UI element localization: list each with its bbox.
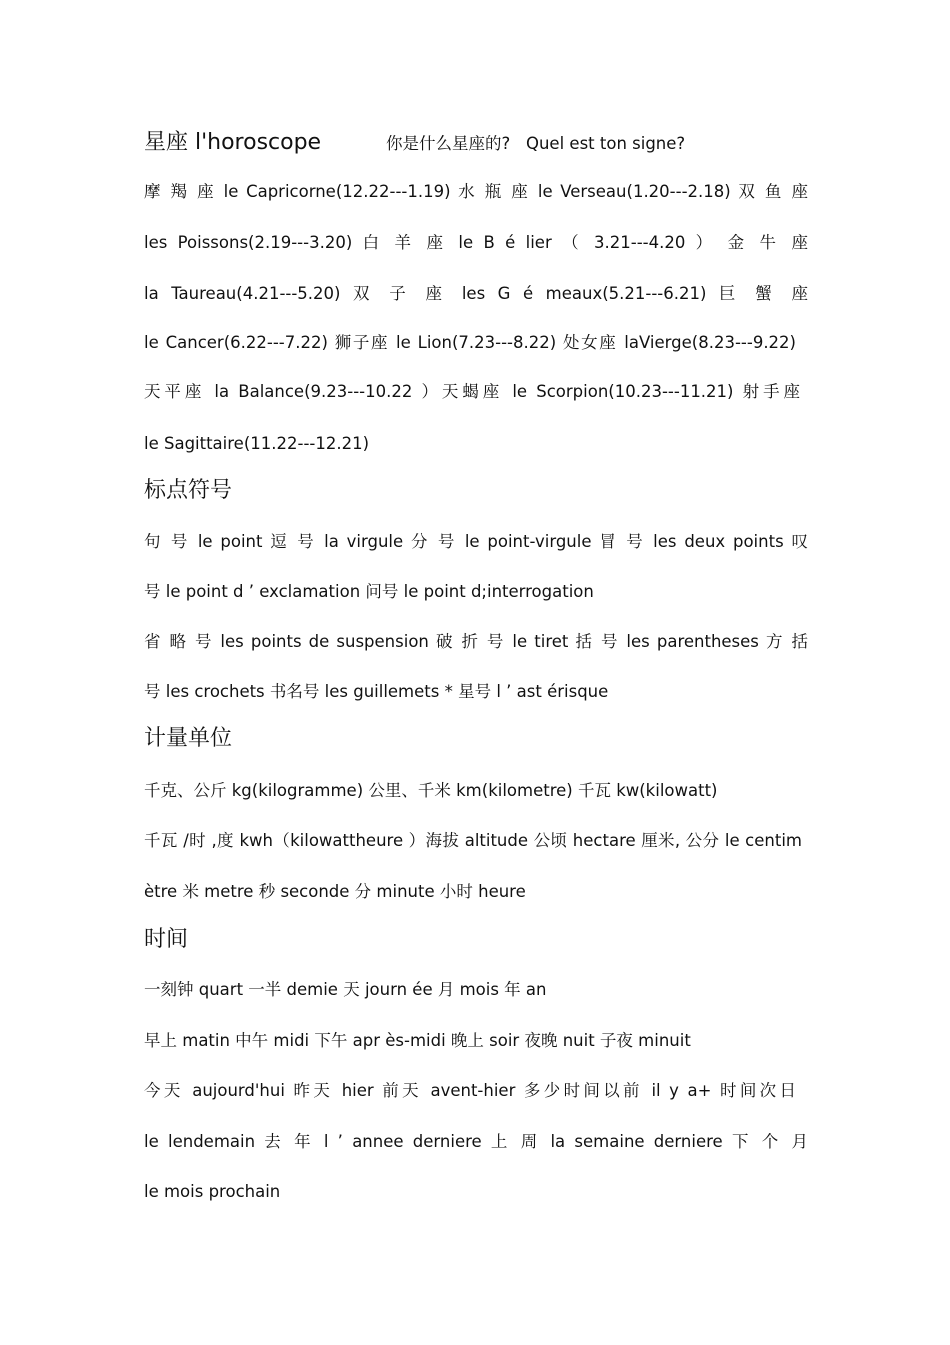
horoscope-line-1: 摩 羯 座 le Capricorne(12.22---1.19) 水 瓶 座 le Verseau(1.20---2.18) 双 鱼 座 [144,182,808,201]
punctuation-heading: 标点符号 [144,478,233,503]
horoscope-line-6: le Sagittaire(11.22---12.21) [144,434,370,453]
units-heading: 计量单位 [144,726,233,751]
horoscope-heading: 星座 l'horoscope [144,130,322,155]
horoscope-line-3: la Taureau(4.21---5.20) 双 子 座 les G é meaux(5.21---6.21) 巨 蟹 座 [144,284,808,303]
time-line-4: le lendemain 去 年 l ’ annee derniere 上 周 la semaine derniere 下 个 月 [144,1132,808,1151]
units-line-2: 千瓦 /时 ,度 kwh（kilowattheure ）海拔 altitude 公顷 hectare 厘米, 公分 le centim [144,831,802,850]
units-line-3: ètre 米 metre 秒 seconde 分 minute 小时 heure [144,882,526,901]
punctuation-line-3: 省 略 号 les points de suspension 破 折 号 le tiret 括 号 les parentheses 方 括 [144,632,808,651]
punctuation-line-1: 句 号 le point 逗 号 la virgule 分 号 le point-virgule 冒 号 les deux points 叹 [144,532,808,551]
horoscope-line-5: 天平座 la Balance(9.23---10.22 ）天蝎座 le Scorpion(10.23---11.21) 射手座 [144,382,800,401]
punctuation-line-4: 号 les crochets 书名号 les guillemets * 星号 l ’ ast érisque [144,682,609,701]
punctuation-line-2: 号 le point d ’ exclamation 问号 le point d;interrogation [144,582,594,601]
horoscope-question: 你是什么星座的? Quel est ton signe? [386,134,686,153]
time-line-1: 一刻钟 quart 一半 demie 天 journ ée 月 mois 年 an [144,980,547,999]
horoscope-line-2: les Poissons(2.19---3.20) 白 羊 座 le B é lier （ 3.21---4.20 ） 金 牛 座 [144,233,808,252]
horoscope-line-4: le Cancer(6.22---7.22) 狮子座 le Lion(7.23---8.22) 处女座 laVierge(8.23---9.22) [144,333,796,352]
time-heading: 时间 [144,927,189,952]
time-line-5: le mois prochain [144,1182,281,1201]
units-line-1: 千克、公斤 kg(kilogramme) 公里、千米 km(kilometre) 千瓦 kw(kilowatt) [144,781,718,800]
time-line-2: 早上 matin 中午 midi 下午 apr ès-midi 晚上 soir 夜晚 nuit 子夜 minuit [144,1031,691,1050]
time-line-3: 今天 aujourd'hui 昨天 hier 前天 avent-hier 多少时间以前 il y a+ 时间次日 [144,1081,796,1100]
